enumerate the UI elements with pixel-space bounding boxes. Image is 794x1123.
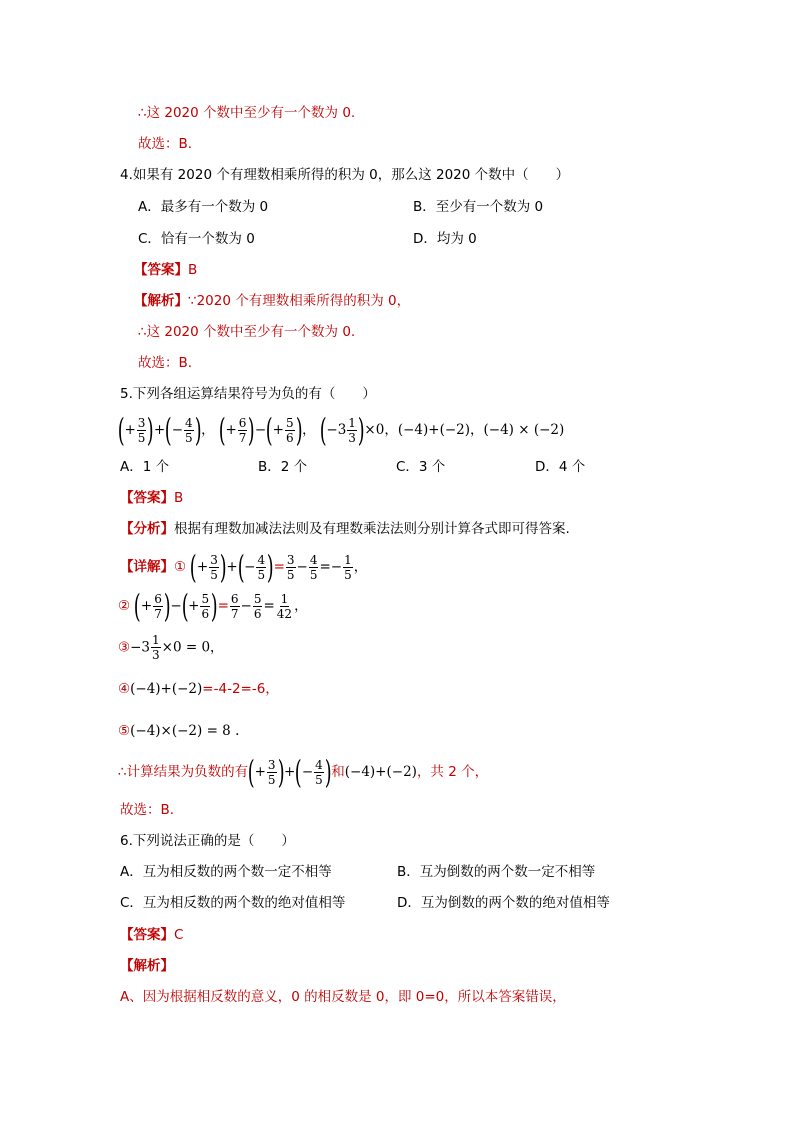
q6-answer-value: C: [174, 927, 184, 943]
paren: (: [190, 548, 198, 586]
step-end: ，: [294, 598, 308, 614]
q4-therefore-line: ∴这 2020 个数中至少有一个数为 0.: [138, 324, 356, 340]
q4-option-c: C．恰有一个数为 0: [138, 231, 255, 247]
fraction: [200, 592, 210, 621]
paren: (: [181, 587, 189, 625]
paren: (: [265, 411, 273, 449]
denominator: 5: [286, 567, 295, 582]
q5-option-b: B．2 个: [258, 459, 308, 475]
fraction: [184, 416, 194, 445]
numerator: 4: [309, 552, 318, 567]
q4-answer: [134, 260, 197, 280]
numerator: 4: [315, 757, 323, 772]
q6-option-d: D．互为倒数的两个数的绝对值相等: [397, 895, 610, 911]
step-end: ，: [353, 559, 368, 575]
q5-stem: 5.下列各组运算结果符号为负的有（ ）: [120, 386, 376, 402]
denominator: 5: [185, 430, 193, 445]
q4-analysis: [134, 291, 410, 311]
numerator: 5: [253, 591, 262, 606]
fraction: [151, 633, 161, 662]
numerator: 3: [137, 415, 146, 430]
q6-option-c: C．互为相反数的两个数的绝对值相等: [120, 895, 346, 911]
paren: (: [134, 587, 142, 625]
minus-sign: −: [240, 598, 252, 614]
fraction: [137, 416, 147, 445]
step-3-text: ×0 = 0，: [161, 639, 224, 656]
q5-option-d: D．4 个: [535, 459, 586, 475]
numerator: 1: [348, 415, 356, 430]
plus-sign: +: [188, 598, 200, 614]
fraction: [309, 553, 319, 582]
equals-sign: =−: [319, 559, 343, 575]
step-5-expr: (−4)×(−2) = 8 .: [130, 723, 240, 739]
numerator: 3: [210, 552, 218, 567]
separator: ，: [470, 422, 484, 438]
paren: ): [219, 548, 227, 586]
q5-conclusion: [118, 752, 488, 792]
q4-analysis-tag: 【解析】: [134, 293, 188, 309]
paren: (: [165, 411, 172, 449]
numerator: 5: [201, 591, 210, 606]
minus-sign: −: [170, 598, 182, 614]
q4-option-d: D．均为 0: [413, 231, 477, 247]
q5-answer-tag: 【答案】: [120, 490, 174, 506]
fraction: [238, 416, 248, 445]
plus-sign: +: [153, 422, 166, 438]
numerator: 4: [257, 552, 266, 567]
expression-4: (−4)+(−2): [397, 422, 471, 438]
step-4-text: =-4-2=-6，: [202, 681, 279, 697]
denominator: 6: [253, 606, 262, 621]
fraction: [209, 553, 219, 582]
denominator: 42: [276, 606, 293, 621]
fraction: [230, 592, 240, 621]
plus-sign: +: [140, 598, 153, 614]
fraction: [256, 553, 266, 582]
plus-sign: +: [225, 422, 237, 438]
q4-answer-value: B: [188, 262, 198, 278]
q5-answer-value: B: [174, 490, 184, 506]
conclusion-suffix: ，共 2 个，: [416, 764, 489, 780]
step-4-mark: ④: [118, 681, 131, 697]
separator: ，: [201, 422, 215, 438]
fraction: [314, 758, 324, 787]
paren: (: [295, 753, 303, 791]
numerator: 5: [285, 415, 294, 430]
sign: +: [124, 422, 136, 438]
step-3-mark: ③: [118, 639, 131, 656]
plus-sign: +: [254, 764, 266, 780]
denominator: 5: [309, 567, 318, 582]
fraction: [286, 553, 296, 582]
plus-sign: +: [226, 559, 238, 575]
denominator: 6: [201, 606, 210, 621]
numerator: 1: [152, 633, 160, 647]
q5-answer: [120, 488, 183, 508]
numerator: 1: [280, 591, 289, 606]
q6-option-b: B．互为倒数的两个数一定不相等: [397, 864, 596, 880]
fraction: [153, 592, 163, 621]
paren: ): [266, 548, 274, 586]
q4-choose-line: 故选：B.: [138, 355, 193, 371]
q6-answer: [120, 925, 183, 945]
q5-analysis-text: 根据有理数加减法法则及有理数乘法法则分别计算各式即可得答案.: [174, 521, 570, 537]
top-answer-line: [138, 134, 192, 154]
q5-step-1: [120, 547, 367, 587]
step-5-mark: ⑤: [118, 723, 131, 739]
numerator: 3: [286, 552, 295, 567]
denominator: 5: [257, 567, 266, 582]
q6-stem: 6.下列说法正确的是（ ）: [120, 833, 295, 849]
q4-option-b: B．至少有一个数为 0: [413, 199, 544, 215]
equals-sign: =: [217, 598, 229, 614]
denominator: 7: [230, 606, 239, 621]
equals-sign: =: [263, 598, 275, 614]
q5-choose-line: 故选：B.: [120, 802, 175, 818]
paren: ): [248, 411, 256, 449]
paren: ): [210, 587, 218, 625]
denominator: 6: [285, 430, 294, 445]
paren: (: [218, 411, 226, 449]
top-answer-text: 故选：B.: [138, 136, 193, 152]
q5-step-3: [118, 633, 224, 663]
denominator: 5: [344, 567, 352, 582]
fraction: [267, 758, 277, 787]
numerator: 1: [344, 552, 352, 567]
equals-sign: =: [273, 559, 285, 575]
q5-detail-tag: 【详解】: [120, 559, 174, 575]
minus-sign: −: [301, 764, 314, 780]
q4-stem: 4.如果有 2020 个有理数相乘所得的积为 0，那么这 2020 个数中（ ）: [120, 167, 570, 183]
plus-sign: +: [284, 764, 296, 780]
q5-step-2: [118, 586, 308, 626]
paren: (: [247, 753, 255, 791]
numerator: 4: [185, 415, 193, 430]
denominator: 5: [267, 772, 276, 787]
expression-5: (−4) × (−2): [483, 422, 565, 438]
q5-step-4: [118, 679, 279, 699]
q6-option-a: A．互为相反数的两个数一定不相等: [120, 864, 332, 880]
conclusion-prefix: ∴计算结果为负数的有: [118, 764, 249, 780]
denominator: 3: [152, 648, 160, 662]
denominator: 5: [210, 567, 218, 582]
numerator: 6: [230, 591, 239, 606]
fraction: [343, 553, 353, 582]
paren: (: [117, 411, 125, 449]
fraction: [276, 592, 293, 621]
minus-sign: −: [296, 559, 308, 575]
step-1-mark: ①: [174, 559, 187, 575]
numerator: 3: [267, 757, 276, 772]
paren: ): [295, 411, 303, 449]
q4-option-a: A．最多有一个数为 0: [138, 199, 269, 215]
paren: ): [163, 587, 171, 625]
fraction: [347, 416, 357, 445]
q5-option-c: C．3 个: [396, 459, 446, 475]
q5-expression-line: [118, 410, 564, 450]
denominator: 3: [348, 430, 356, 445]
conclusion-and: 和: [331, 764, 345, 780]
denominator: 5: [315, 772, 323, 787]
plus-sign: +: [196, 559, 209, 575]
numerator: 6: [154, 591, 162, 606]
denominator: 7: [154, 606, 162, 621]
fraction: [253, 592, 263, 621]
q5-analysis-tag: 【分析】: [120, 521, 174, 537]
paren: ): [357, 411, 365, 449]
minus-sign: −: [171, 422, 184, 438]
fraction: [285, 416, 295, 445]
numerator: 6: [238, 415, 247, 430]
denominator: 7: [238, 430, 247, 445]
plus-sign: +: [272, 422, 284, 438]
step-4-expr: (−4)+(−2): [130, 681, 203, 697]
separator: ，: [384, 422, 398, 438]
q6-analysis-tag: 【解析】: [120, 958, 174, 974]
q4-answer-tag: 【答案】: [134, 262, 188, 278]
step-2-mark: ②: [118, 598, 131, 614]
paren: (: [319, 411, 327, 449]
q5-analysis: [120, 519, 570, 539]
top-therefore-line: ∴这 2020 个数中至少有一个数为 0.: [138, 105, 356, 121]
paren: ): [277, 753, 285, 791]
paren: (: [237, 548, 245, 586]
q5-step-5: [118, 721, 239, 741]
minus-sign: −: [244, 559, 256, 575]
mixed-whole: −3: [326, 422, 347, 438]
paren: ): [324, 753, 332, 791]
paren: ): [147, 411, 155, 449]
conclusion-expr: (−4)+(−2): [344, 764, 417, 780]
minus-sign: −: [254, 422, 267, 438]
q5-option-a: A．1 个: [120, 459, 170, 475]
separator: ，: [302, 422, 316, 438]
denominator: 5: [137, 430, 146, 445]
q4-analysis-text: ∵2020 个有理数相乘所得的积为 0，: [188, 293, 411, 309]
q6-a-explanation: A、因为根据相反数的意义，0 的相反数是 0，即 0=0，所以本答案错误，: [120, 989, 566, 1005]
q6-analysis: [120, 956, 174, 976]
paren: ): [194, 411, 202, 449]
mixed-whole: −3: [130, 639, 151, 656]
q6-answer-tag: 【答案】: [120, 927, 174, 943]
times-zero: ×0: [364, 422, 385, 438]
